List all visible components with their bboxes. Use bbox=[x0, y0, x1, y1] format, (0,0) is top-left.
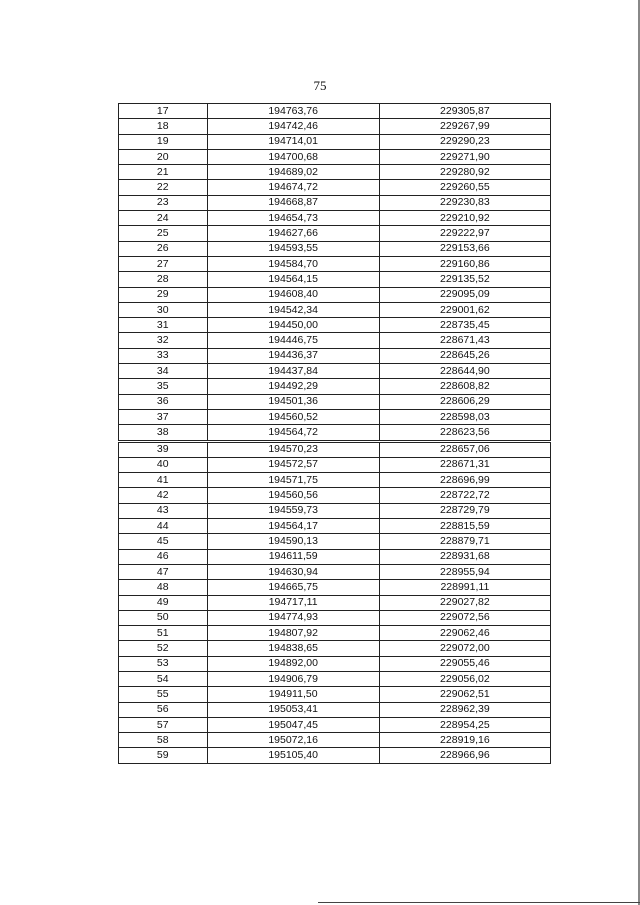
table-row bbox=[119, 564, 551, 579]
x-coordinate-cell: 194717,11 bbox=[207, 595, 379, 610]
y-coordinate-cell: 229210,92 bbox=[379, 211, 550, 226]
x-coordinate-cell: 194571,75 bbox=[207, 473, 379, 488]
y-coordinate-cell: 229271,90 bbox=[379, 149, 550, 164]
x-coordinate-cell: 195047,45 bbox=[207, 717, 379, 732]
table-row bbox=[119, 211, 551, 226]
x-coordinate-cell: 194911,50 bbox=[207, 687, 379, 702]
table-row bbox=[119, 610, 551, 625]
y-coordinate-cell: 229280,92 bbox=[379, 165, 550, 180]
point-number-cell: 43 bbox=[119, 503, 208, 518]
y-coordinate-cell: 229230,83 bbox=[379, 195, 550, 210]
point-number-cell: 26 bbox=[119, 241, 208, 256]
x-coordinate-cell: 194654,73 bbox=[207, 211, 379, 226]
table-row bbox=[119, 717, 551, 732]
table-row bbox=[119, 595, 551, 610]
table-row bbox=[119, 656, 551, 671]
point-number-cell: 38 bbox=[119, 425, 208, 441]
y-coordinate-cell: 228735,45 bbox=[379, 318, 550, 333]
point-number-cell: 55 bbox=[119, 687, 208, 702]
x-coordinate-cell: 194608,40 bbox=[207, 287, 379, 302]
x-coordinate-cell: 194668,87 bbox=[207, 195, 379, 210]
x-coordinate-cell: 194892,00 bbox=[207, 656, 379, 671]
x-coordinate-cell: 194593,55 bbox=[207, 241, 379, 256]
y-coordinate-cell: 229056,02 bbox=[379, 671, 550, 686]
x-coordinate-cell: 194564,17 bbox=[207, 519, 379, 534]
point-number-cell: 30 bbox=[119, 302, 208, 317]
x-coordinate-cell: 194665,75 bbox=[207, 580, 379, 595]
point-number-cell: 42 bbox=[119, 488, 208, 503]
x-coordinate-cell: 194436,37 bbox=[207, 348, 379, 363]
x-coordinate-cell: 194906,79 bbox=[207, 671, 379, 686]
table-row bbox=[119, 302, 551, 317]
y-coordinate-cell: 228955,94 bbox=[379, 564, 550, 579]
x-coordinate-cell: 194564,72 bbox=[207, 425, 379, 441]
table-row bbox=[119, 441, 551, 457]
table-row bbox=[119, 195, 551, 210]
y-coordinate-cell: 228645,26 bbox=[379, 348, 550, 363]
table-row bbox=[119, 287, 551, 302]
table-row bbox=[119, 534, 551, 549]
x-coordinate-cell: 194689,02 bbox=[207, 165, 379, 180]
point-number-cell: 49 bbox=[119, 595, 208, 610]
table-row bbox=[119, 425, 551, 441]
point-number-cell: 33 bbox=[119, 348, 208, 363]
point-number-cell: 34 bbox=[119, 364, 208, 379]
point-number-cell: 57 bbox=[119, 717, 208, 732]
table-row bbox=[119, 702, 551, 717]
x-coordinate-cell: 194700,68 bbox=[207, 149, 379, 164]
table-row bbox=[119, 687, 551, 702]
table-row bbox=[119, 394, 551, 409]
point-number-cell: 53 bbox=[119, 656, 208, 671]
x-coordinate-cell: 194742,46 bbox=[207, 119, 379, 134]
table-row bbox=[119, 580, 551, 595]
x-coordinate-cell: 194807,92 bbox=[207, 626, 379, 641]
point-number-cell: 50 bbox=[119, 610, 208, 625]
table-row bbox=[119, 149, 551, 164]
coordinates-table-body bbox=[119, 104, 551, 764]
table-row bbox=[119, 134, 551, 149]
table-row bbox=[119, 180, 551, 195]
table-row bbox=[119, 226, 551, 241]
point-number-cell: 19 bbox=[119, 134, 208, 149]
y-coordinate-cell: 229062,46 bbox=[379, 626, 550, 641]
y-coordinate-cell: 228966,96 bbox=[379, 748, 550, 763]
x-coordinate-cell: 194559,73 bbox=[207, 503, 379, 518]
point-number-cell: 39 bbox=[119, 441, 208, 457]
table-row bbox=[119, 272, 551, 287]
y-coordinate-cell: 228919,16 bbox=[379, 733, 550, 748]
y-coordinate-cell: 229290,23 bbox=[379, 134, 550, 149]
point-number-cell: 24 bbox=[119, 211, 208, 226]
table-row bbox=[119, 364, 551, 379]
x-coordinate-cell: 194560,52 bbox=[207, 409, 379, 424]
x-coordinate-cell: 194590,13 bbox=[207, 534, 379, 549]
y-coordinate-cell: 229027,82 bbox=[379, 595, 550, 610]
y-coordinate-cell: 228962,39 bbox=[379, 702, 550, 717]
coordinates-table bbox=[118, 103, 551, 764]
table-row bbox=[119, 733, 551, 748]
y-coordinate-cell: 228879,71 bbox=[379, 534, 550, 549]
y-coordinate-cell: 229305,87 bbox=[379, 104, 550, 119]
y-coordinate-cell: 229055,46 bbox=[379, 656, 550, 671]
table-row bbox=[119, 318, 551, 333]
y-coordinate-cell: 228815,59 bbox=[379, 519, 550, 534]
table-row bbox=[119, 333, 551, 348]
x-coordinate-cell: 194630,94 bbox=[207, 564, 379, 579]
x-coordinate-cell: 194572,57 bbox=[207, 457, 379, 472]
table-row bbox=[119, 256, 551, 271]
table-row bbox=[119, 748, 551, 763]
table-row bbox=[119, 348, 551, 363]
y-coordinate-cell: 229001,62 bbox=[379, 302, 550, 317]
y-coordinate-cell: 228954,25 bbox=[379, 717, 550, 732]
y-coordinate-cell: 228606,29 bbox=[379, 394, 550, 409]
x-coordinate-cell: 194763,76 bbox=[207, 104, 379, 119]
point-number-cell: 17 bbox=[119, 104, 208, 119]
scan-bottom-line bbox=[318, 902, 640, 903]
x-coordinate-cell: 194584,70 bbox=[207, 256, 379, 271]
point-number-cell: 45 bbox=[119, 534, 208, 549]
table-row bbox=[119, 519, 551, 534]
x-coordinate-cell: 195072,16 bbox=[207, 733, 379, 748]
y-coordinate-cell: 229160,86 bbox=[379, 256, 550, 271]
point-number-cell: 27 bbox=[119, 256, 208, 271]
y-coordinate-cell: 228729,79 bbox=[379, 503, 550, 518]
point-number-cell: 18 bbox=[119, 119, 208, 134]
table-row bbox=[119, 503, 551, 518]
point-number-cell: 52 bbox=[119, 641, 208, 656]
point-number-cell: 32 bbox=[119, 333, 208, 348]
point-number-cell: 28 bbox=[119, 272, 208, 287]
point-number-cell: 31 bbox=[119, 318, 208, 333]
point-number-cell: 51 bbox=[119, 626, 208, 641]
point-number-cell: 29 bbox=[119, 287, 208, 302]
y-coordinate-cell: 229153,66 bbox=[379, 241, 550, 256]
point-number-cell: 59 bbox=[119, 748, 208, 763]
point-number-cell: 23 bbox=[119, 195, 208, 210]
table-row bbox=[119, 549, 551, 564]
point-number-cell: 40 bbox=[119, 457, 208, 472]
y-coordinate-cell: 229222,97 bbox=[379, 226, 550, 241]
point-number-cell: 25 bbox=[119, 226, 208, 241]
point-number-cell: 46 bbox=[119, 549, 208, 564]
table-row bbox=[119, 241, 551, 256]
y-coordinate-cell: 228657,06 bbox=[379, 441, 550, 457]
y-coordinate-cell: 228671,31 bbox=[379, 457, 550, 472]
y-coordinate-cell: 228722,72 bbox=[379, 488, 550, 503]
table-row bbox=[119, 488, 551, 503]
point-number-cell: 21 bbox=[119, 165, 208, 180]
x-coordinate-cell: 194611,59 bbox=[207, 549, 379, 564]
y-coordinate-cell: 228991,11 bbox=[379, 580, 550, 595]
point-number-cell: 44 bbox=[119, 519, 208, 534]
point-number-cell: 20 bbox=[119, 149, 208, 164]
x-coordinate-cell: 194714,01 bbox=[207, 134, 379, 149]
y-coordinate-cell: 229267,99 bbox=[379, 119, 550, 134]
x-coordinate-cell: 194492,29 bbox=[207, 379, 379, 394]
table-row bbox=[119, 409, 551, 424]
point-number-cell: 56 bbox=[119, 702, 208, 717]
y-coordinate-cell: 228598,03 bbox=[379, 409, 550, 424]
table-row bbox=[119, 457, 551, 472]
y-coordinate-cell: 229062,51 bbox=[379, 687, 550, 702]
table-row bbox=[119, 379, 551, 394]
x-coordinate-cell: 194560,56 bbox=[207, 488, 379, 503]
point-number-cell: 36 bbox=[119, 394, 208, 409]
y-coordinate-cell: 229095,09 bbox=[379, 287, 550, 302]
point-number-cell: 48 bbox=[119, 580, 208, 595]
x-coordinate-cell: 194564,15 bbox=[207, 272, 379, 287]
page-number: 75 bbox=[313, 78, 327, 93]
table-row bbox=[119, 119, 551, 134]
table-row bbox=[119, 104, 551, 119]
point-number-cell: 58 bbox=[119, 733, 208, 748]
x-coordinate-cell: 194446,75 bbox=[207, 333, 379, 348]
table-row bbox=[119, 641, 551, 656]
point-number-cell: 47 bbox=[119, 564, 208, 579]
y-coordinate-cell: 228931,68 bbox=[379, 549, 550, 564]
y-coordinate-cell: 228696,99 bbox=[379, 473, 550, 488]
table-row bbox=[119, 473, 551, 488]
point-number-cell: 37 bbox=[119, 409, 208, 424]
x-coordinate-cell: 194674,72 bbox=[207, 180, 379, 195]
table-row bbox=[119, 165, 551, 180]
y-coordinate-cell: 228671,43 bbox=[379, 333, 550, 348]
point-number-cell: 41 bbox=[119, 473, 208, 488]
x-coordinate-cell: 194570,23 bbox=[207, 441, 379, 457]
y-coordinate-cell: 229072,56 bbox=[379, 610, 550, 625]
x-coordinate-cell: 195053,41 bbox=[207, 702, 379, 717]
point-number-cell: 54 bbox=[119, 671, 208, 686]
x-coordinate-cell: 194501,36 bbox=[207, 394, 379, 409]
y-coordinate-cell: 228608,82 bbox=[379, 379, 550, 394]
x-coordinate-cell: 195105,40 bbox=[207, 748, 379, 763]
x-coordinate-cell: 194450,00 bbox=[207, 318, 379, 333]
y-coordinate-cell: 228623,56 bbox=[379, 425, 550, 441]
x-coordinate-cell: 194774,93 bbox=[207, 610, 379, 625]
y-coordinate-cell: 228644,90 bbox=[379, 364, 550, 379]
y-coordinate-cell: 229135,52 bbox=[379, 272, 550, 287]
x-coordinate-cell: 194437,84 bbox=[207, 364, 379, 379]
table-row bbox=[119, 671, 551, 686]
y-coordinate-cell: 229072,00 bbox=[379, 641, 550, 656]
table-row bbox=[119, 626, 551, 641]
x-coordinate-cell: 194542,34 bbox=[207, 302, 379, 317]
y-coordinate-cell: 229260,55 bbox=[379, 180, 550, 195]
x-coordinate-cell: 194627,66 bbox=[207, 226, 379, 241]
point-number-cell: 35 bbox=[119, 379, 208, 394]
x-coordinate-cell: 194838,65 bbox=[207, 641, 379, 656]
point-number-cell: 22 bbox=[119, 180, 208, 195]
